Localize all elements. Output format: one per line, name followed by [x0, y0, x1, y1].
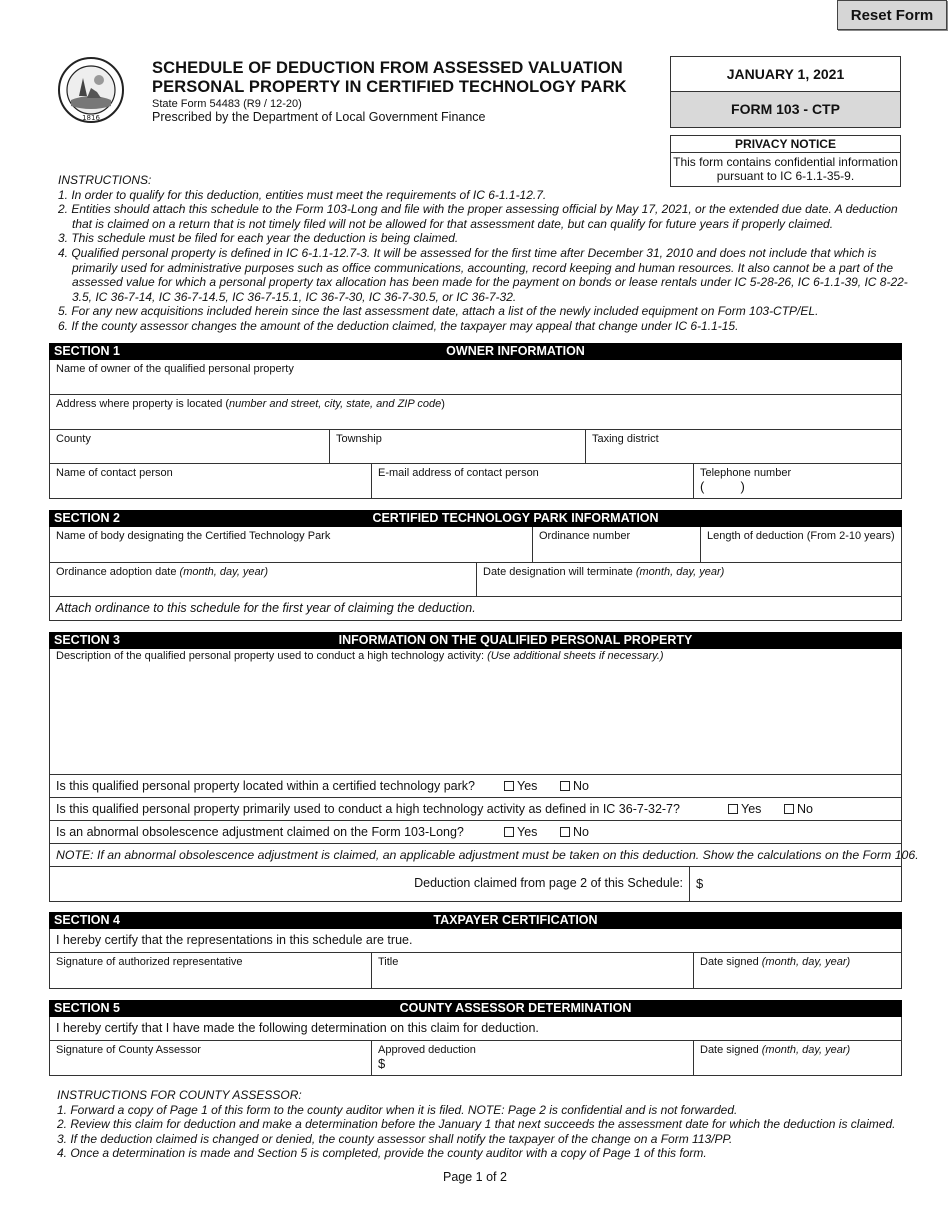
assessor-certify-text: I hereby certify that I have made the following determination on this claim for deduction. — [56, 1021, 539, 1035]
phone-parens: ( ) — [700, 479, 745, 494]
q2-yes-checkbox[interactable]: Yes — [728, 802, 761, 816]
q3-yes-checkbox[interactable]: Yes — [504, 825, 537, 839]
representative-signature-field[interactable]: Signature of authorized representative — [56, 956, 243, 968]
privacy-notice-title: PRIVACY NOTICE — [670, 135, 901, 153]
svg-text:1816: 1816 — [82, 114, 100, 122]
approved-dollar: $ — [378, 1056, 386, 1071]
privacy-notice-text: This form contains confidential information pursuant to IC 6-1.1-35-9. — [670, 153, 901, 187]
ordinance-number-field[interactable]: Ordinance number — [532, 527, 700, 562]
section4-title: TAXPAYER CERTIFICATION — [433, 913, 598, 927]
county-field[interactable]: County — [56, 433, 91, 445]
q1-no-checkbox[interactable]: No — [560, 779, 589, 793]
assessor-instruction-item: 2. Review this claim for deduction and make a determination before the January 1 that next succeeds the assessment date for which the deduction is claimed. — [57, 1117, 896, 1132]
question-in-ctp: Is this qualified personal property located within a certified technology park? Yes No — [56, 779, 589, 793]
section5-title: COUNTY ASSESSOR DETERMINATION — [399, 1001, 632, 1015]
approved-deduction-field[interactable]: Approved deduction $ — [371, 1041, 693, 1075]
state-form-number: State Form 54483 (R9 / 12-20) — [152, 98, 302, 110]
assessor-instruction-item: 1. Forward a copy of Page 1 of this form to the county auditor when it is filed. NOTE: Page 2 is confidential and is not forwarded. — [57, 1102, 738, 1117]
form-id-box: FORM 103 - CTP — [670, 92, 901, 128]
section1-grid — [49, 360, 902, 499]
contact-email-field[interactable]: E-mail address of contact person — [371, 464, 693, 498]
instruction-item: 1. In order to qualify for this deduction, entities must meet the requirements of IC 6-1.1-12.7. — [58, 187, 547, 202]
obsolescence-note: NOTE: If an abnormal obsolescence adjustment is claimed, an applicable adjustment must be taken on this deduction. Show the calculations on the Form 106. — [56, 848, 919, 862]
property-address-field[interactable]: Address where property is located (number and street, city, state, and ZIP code) — [56, 398, 445, 410]
question-high-tech: Is this qualified personal property primarily used to conduct a high technology activity as defined in IC 36-7-32-7? Yes No — [56, 802, 813, 816]
designating-body-field[interactable]: Name of body designating the Certified Technology Park — [56, 530, 331, 542]
section1-number: SECTION 1 — [54, 344, 120, 358]
deduction-length-field[interactable]: Length of deduction (From 2-10 years) — [700, 527, 901, 562]
assessor-date-signed-field[interactable]: Date signed (month, day, year) — [693, 1041, 901, 1075]
section4-number: SECTION 4 — [54, 913, 120, 927]
owner-name-field[interactable]: Name of owner of the qualified personal property — [56, 363, 294, 375]
assessor-instruction-item: 3. If the deduction claimed is changed or denied, the county assessor shall notify the taxpayer of the change on a Form 113/PP. — [57, 1131, 733, 1146]
instruction-item: 5. For any new acquisitions included herein since the last assessment date, attach a list of the newly included equipment on Form 103-CTP/EL. — [58, 304, 819, 319]
state-seal-icon — [57, 56, 125, 124]
ordinance-adoption-date-field[interactable]: Ordinance adoption date (month, day, year) — [56, 566, 268, 578]
assessor-instructions — [57, 1088, 907, 1161]
form-title-line2: PERSONAL PROPERTY IN CERTIFIED TECHNOLOGY PARK — [152, 78, 627, 96]
section1-header — [49, 343, 902, 360]
taxing-district-field[interactable]: Taxing district — [585, 430, 901, 463]
instruction-item: 3. This schedule must be filed for each year the deduction is being claimed. — [58, 231, 459, 246]
section3-number: SECTION 3 — [54, 633, 120, 647]
section5-grid — [49, 1017, 902, 1076]
section2-number: SECTION 2 — [54, 511, 120, 525]
property-description-field[interactable]: Description of the qualified personal property used to conduct a high technology activity: (Use additional sheets if necessary.) — [56, 650, 664, 662]
section2-header — [49, 510, 902, 527]
page-number: Page 1 of 2 — [443, 1170, 507, 1184]
deduction-claimed-label: Deduction claimed from page 2 of this Schedule: — [414, 876, 683, 890]
section2-title: CERTIFIED TECHNOLOGY PARK INFORMATION — [372, 511, 659, 525]
q3-no-checkbox[interactable]: No — [560, 825, 589, 839]
assessor-instruction-item: 4. Once a determination is made and Section 5 is completed, provide the county auditor with a copy of Page 1 of this form. — [57, 1146, 707, 1161]
assessor-signature-field[interactable]: Signature of County Assessor — [56, 1044, 201, 1056]
section3-title: INFORMATION ON THE QUALIFIED PERSONAL PROPERTY — [338, 633, 693, 647]
section4-header — [49, 912, 902, 929]
representative-title-field[interactable]: Title — [371, 953, 693, 988]
form-title-line1: SCHEDULE OF DEDUCTION FROM ASSESSED VALUATION — [152, 59, 623, 77]
section5-number: SECTION 5 — [54, 1001, 120, 1015]
section3-grid — [49, 649, 919, 902]
instructions-heading: INSTRUCTIONS: — [58, 173, 152, 187]
instructions — [58, 173, 908, 334]
deduction-claimed-field[interactable]: $ — [689, 867, 901, 901]
reset-form-button[interactable]: Reset Form — [837, 0, 947, 30]
q2-no-checkbox[interactable]: No — [784, 802, 813, 816]
section3-header — [49, 632, 902, 649]
contact-person-field[interactable]: Name of contact person — [56, 467, 173, 479]
prescribed-by: Prescribed by the Department of Local Government Finance — [152, 110, 486, 124]
designation-termination-date-field[interactable]: Date designation will terminate (month, day, year) — [476, 563, 901, 596]
instruction-item: 4. Qualified personal property is defined in IC 6-1.1-12.7-3. It will be assessed for the first time after December 31, 2010 and does not include that which is primarily used for administrative purposes such as office communications, accounting, record keeping and human resources. It also cannot be a part of the assessed value for which a personal property tax allocation has been made for the payment on bonds or lease rentals under IC 5-28-26, IC 6-1.1-39, IC 8-22-3.5, IC 36-7-14, IC 36-7-14.5, IC 36-7-15.1, IC 36-7-30, IC 36-7-30.5, or IC 36-7-32. — [58, 245, 908, 304]
section4-grid — [49, 929, 902, 989]
taxpayer-certify-text: I hereby certify that the representations in this schedule are true. — [56, 933, 413, 947]
q1-yes-checkbox[interactable]: Yes — [504, 779, 537, 793]
township-field[interactable]: Township — [329, 430, 585, 463]
taxpayer-date-signed-field[interactable]: Date signed (month, day, year) — [693, 953, 901, 988]
assessor-instructions-heading: INSTRUCTIONS FOR COUNTY ASSESSOR: — [57, 1088, 302, 1102]
section2-grid — [49, 527, 902, 621]
telephone-field[interactable]: Telephone number ( ) — [693, 464, 901, 498]
instruction-item: 6. If the county assessor changes the amount of the deduction claimed, the taxpayer may appeal that change under IC 6-1.1-15. — [58, 318, 739, 333]
instruction-item: 2. Entities should attach this schedule to the Form 103-Long and file with the proper assessing official by May 17, 2021, or the extended due date. A deduction that is claimed on a return that is not timely filed will not be allowed for that assessment date, but can qualify for future years if properly claimed. — [58, 202, 898, 231]
assessment-date-box: JANUARY 1, 2021 — [670, 56, 901, 92]
attach-ordinance-note: Attach ordinance to this schedule for the first year of claiming the deduction. — [56, 601, 476, 615]
section1-title: OWNER INFORMATION — [446, 344, 585, 358]
question-obsolescence: Is an abnormal obsolescence adjustment claimed on the Form 103-Long? Yes No — [56, 825, 589, 839]
section5-header — [49, 1000, 902, 1017]
